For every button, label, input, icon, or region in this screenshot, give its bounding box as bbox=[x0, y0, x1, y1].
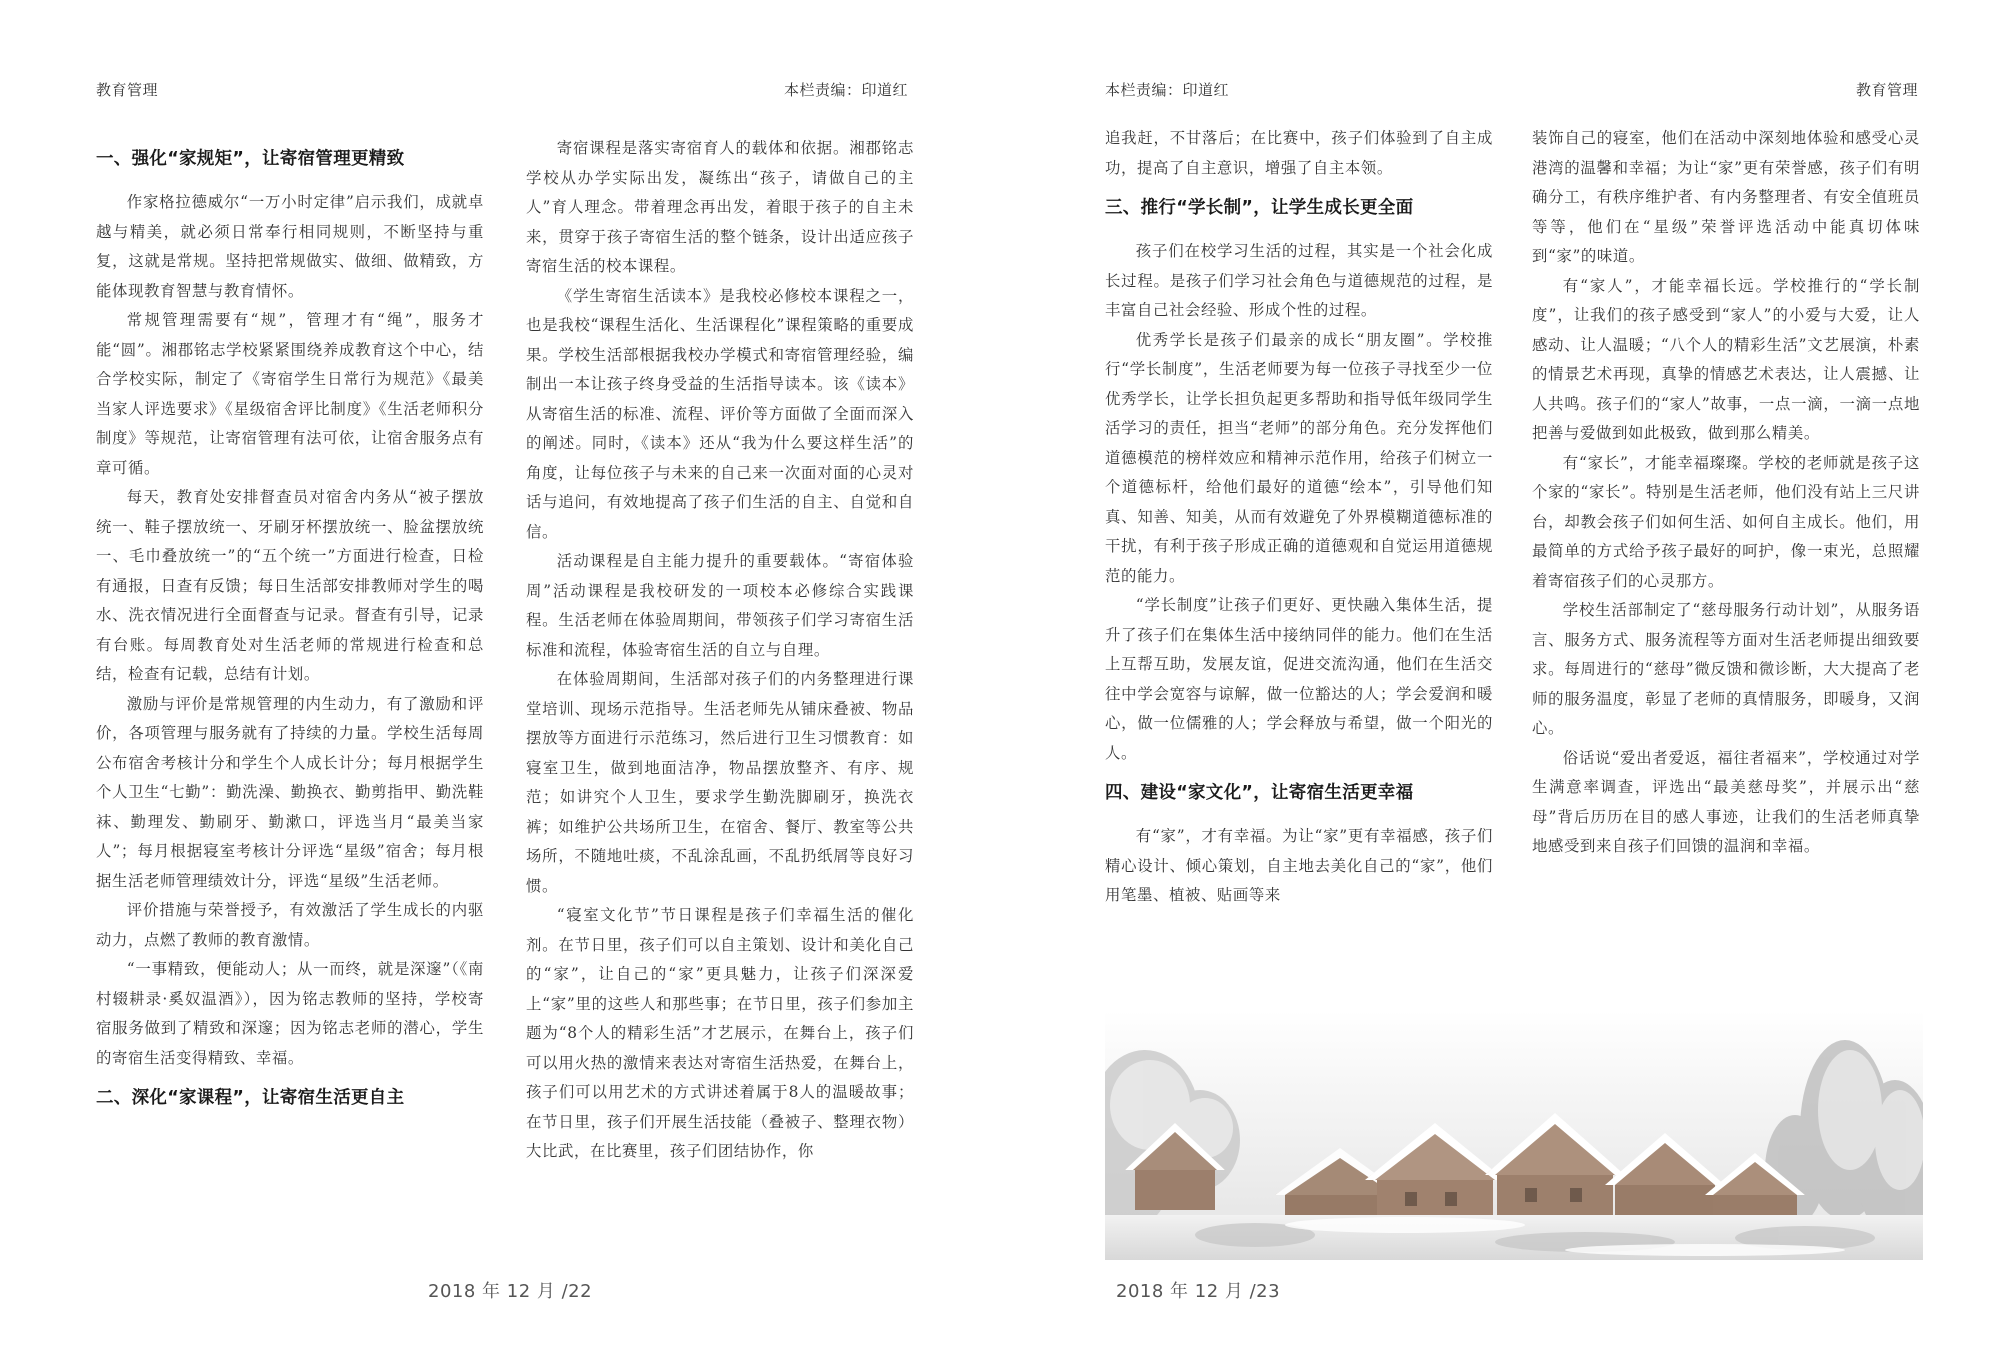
section-heading-3: 三、推行“学长制”，让学生成长更全面 bbox=[1105, 198, 1414, 218]
column-4 bbox=[1532, 124, 1920, 974]
snow-houses-photo bbox=[1105, 1010, 1923, 1260]
paragraph-continued: 装饰自己的寝室，他们在活动中深刻地体验和感受心灵港湾的温馨和幸福；为让“家”更有荣誉感，孩子们有明确分工，有秩序维护者、有内务整理者、有安全值班员等等，他们在“星级”荣誉评选活动中能真切体味到“家”的味道。 bbox=[1532, 129, 1920, 265]
paragraph: 每天，教育处安排督查员对宿舍内务从“被子摆放统一、鞋子摆放统一、牙刷牙杯摆放统一、脸盆摆放统一、毛巾叠放统一”的“五个统一”方面进行检查，日检有通报，日查有反馈；每日生活部安排教师对学生的喝水、洗衣情况进行全面督查与记录。督查有引导，记录有台账。每周教育处对生活老师的常规进行检查和总结，检查有记载，总结有计划。 bbox=[96, 488, 484, 683]
paragraph: 寄宿课程是落实寄宿育人的载体和依据。湘郡铭志学校从办学实际出发，凝练出“孩子，请做自己的主人”育人理念。带着理念再出发，着眼于孩子的自主未来，贯穿于孩子寄宿生活的整个链条，设计出适应孩子寄宿生活的校本课程。 bbox=[526, 139, 914, 275]
paragraph: 孩子们在校学习生活的过程，其实是一个社会化成长过程。是孩子们学习社会角色与道德规范的过程，是丰富自己社会经验、形成个性的过程。 bbox=[1105, 242, 1493, 319]
header-section: 教育管理 bbox=[1856, 81, 1919, 99]
paragraph: 评价措施与荣誉授予，有效激活了学生成长的内驱动力，点燃了教师的教育激情。 bbox=[96, 901, 484, 949]
column-1 bbox=[96, 134, 484, 1264]
paragraph: “学长制度”让孩子们更好、更快融入集体生活，提升了孩子们在集体生活中接纳同伴的能力。他们在生活上互帮互助，发展友谊，促进交流沟通，他们在生活交往中学会宽容与谅解，做一位豁达的人；学会爱润和暖心，做一位儒雅的人；学会释放与希望，做一个阳光的人。 bbox=[1105, 596, 1493, 762]
page-footer-left: 2018 年 12 月 /22 bbox=[428, 1281, 593, 1302]
section-heading-1: 一、强化“家规矩”，让寄宿管理更精致 bbox=[96, 149, 405, 169]
header-editor: 本栏责编：印道红 bbox=[784, 81, 909, 99]
paragraph: “一事精致，便能动人；从一而终，就是深邃”（《南村辍耕录·奚奴温酒》），因为铭志教师的坚持，学校寄宿服务做到了精致和深邃；因为铭志老师的潜心，学生的寄宿生活变得精致、幸福。 bbox=[96, 960, 484, 1067]
paragraph: 俗话说“爱出者爱返，福往者福来”，学校通过对学生满意率调查，评选出“最美慈母奖”，并展示出“慈母”背后历历在目的感人事迹，让我们的生活老师真挚地感受到来自孩子们回馈的温润和幸福。 bbox=[1532, 748, 1920, 855]
paragraph: 《学生寄宿生活读本》是我校必修校本课程之一，也是我校“课程生活化、生活课程化”课程策略的重要成果。学校生活部根据我校办学模式和寄宿管理经验，编制出一本让孩子终身受益的生活指导读本。该《读本》从寄宿生活的标准、流程、评价等方面做了全面而深入的阐述。同时，《读本》还从“我为什么要这样生活”的角度，让每位孩子与未来的自己来一次面对面的心灵对话与追问，有效地提高了孩子们生活的自主、自觉和自信。 bbox=[526, 286, 914, 541]
paragraph-continued: 追我赶，不甘落后；在比赛中，孩子们体验到了自主成功，提高了自主意识，增强了自主本领。 bbox=[1105, 129, 1493, 177]
paragraph: 在体验周期间，生活部对孩子们的内务整理进行课堂培训、现场示范指导。生活老师先从铺床叠被、物品摆放等方面进行示范练习，然后进行卫生习惯教育：如寝室卫生，做到地面洁净，物品摆放整齐、有序、规范；如讲究个人卫生，要求学生勤洗脚刷牙，换洗衣裤；如维护公共场所卫生，在宿舍、餐厅、教室等公共场所，不随地吐痰，不乱涂乱画，不乱扔纸屑等良好习惯。 bbox=[526, 670, 914, 895]
paragraph: 常规管理需要有“规”，管理才有“绳”，服务才能“圆”。湘郡铭志学校紧紧围绕养成教育这个中心，结合学校实际，制定了《寄宿学生日常行为规范》《最美当家人评选要求》《星级宿舍评比制度》《生活老师积分制度》等规范，让寄宿管理有法可依，让宿舍服务点有章可循。 bbox=[96, 311, 484, 477]
paragraph: 活动课程是自主能力提升的重要载体。“寄宿体验周”活动课程是我校研发的一项校本必修综合实践课程。生活老师在体验周期间，带领孩子们学习寄宿生活标准和流程，体验寄宿生活的自立与自理。 bbox=[526, 552, 914, 659]
header-section: 教育管理 bbox=[96, 81, 159, 99]
paragraph: 有“家长”，才能幸福璨璨。学校的老师就是孩子这个家的“家长”。特别是生活老师，他们没有站上三尺讲台，却教会孩子们如何生活、如何自主成长。他们，用最简单的方式给予孩子最好的呵护，像一束光，总照耀着寄宿孩子们的心灵那方。 bbox=[1532, 453, 1920, 590]
paragraph: “寝室文化节”节日课程是孩子们幸福生活的催化剂。在节日里，孩子们可以自主策划、设计和美化自己的“家”，让自己的“家”更具魅力，让孩子们深深爱上“家”里的这些人和那些事；在节日里，孩子们参加主题为“8个人的精彩生活”才艺展示，在舞台上，孩子们可以用火热的激情来表达对寄宿生活热爱，在舞台上，孩子们可以用艺术的方式讲述着属于8人的温暖故事；在节日里，孩子们开展生活技能（叠被子、整理衣物）大比武，在比赛里，孩子们团结协作，你 bbox=[526, 906, 914, 1160]
header-editor: 本栏责编：印道红 bbox=[1105, 81, 1230, 99]
paragraph: 学校生活部制定了“慈母服务行动计划”，从服务语言、服务方式、服务流程等方面对生活老师提出细致要求。每周进行的“慈母”微反馈和微诊断，大大提高了老师的服务温度，彰显了老师的真情服务，即暖身，又润心。 bbox=[1532, 601, 1920, 737]
right-page bbox=[1000, 0, 2000, 1358]
paragraph: 有“家”，才有幸福。为让“家”更有幸福感，孩子们精心设计、倾心策划，自主地去美化自己的“家”，他们用笔墨、植被、贴画等来 bbox=[1105, 827, 1493, 904]
column-2 bbox=[526, 134, 914, 1264]
section-heading-2: 二、深化“家课程”，让寄宿生活更自主 bbox=[96, 1088, 405, 1108]
paragraph: 激励与评价是常规管理的内生动力，有了激励和评价，各项管理与服务就有了持续的力量。学校生活每周公布宿舍考核计分和学生个人成长计分；每月根据学生个人卫生“七勤”：勤洗澡、勤换衣、勤剪指甲、勤洗鞋袜、勤理发、勤刷牙、勤漱口，评选当月“最美当家人”；每月根据寝室考核计分评选“星级”宿舍；每月根据生活老师管理绩效计分，评选“星级”生活老师。 bbox=[96, 694, 484, 890]
section-heading-4: 四、建设“家文化”，让寄宿生活更幸福 bbox=[1105, 783, 1414, 803]
page-footer-right: 2018 年 12 月 /23 bbox=[1116, 1281, 1281, 1302]
paragraph: 优秀学长是孩子们最亲的成长“朋友圈”。学校推行“学长制度”，生活老师要为每一位孩子寻找至少一位优秀学长，让学长担负起更多帮助和指导低年级同学生活学习的责任，担当“老师”的部分角色。充分发挥他们道德模范的榜样效应和精神示范作用，给孩子们树立一个道德标杆，给他们最好的道德“绘本”，引导他们知真、知善、知美，从而有效避免了外界模糊道德标准的干扰，有利于孩子形成正确的道德观和自觉运用道德规范的能力。 bbox=[1105, 330, 1493, 585]
paragraph: 作家格拉德威尔“一万小时定律”启示我们，成就卓越与精美，就必须日常奉行相同规则，不断坚持与重复，这就是常规。坚持把常规做实、做细、做精致，方能体现教育智慧与教育情怀。 bbox=[96, 193, 484, 300]
paragraph: 有“家人”，才能幸福长远。学校推行的“学长制度”，让我们的孩子感受到“家人”的小爱与大爱，让人感动、让人温暖；“八个人的精彩生活”文艺展演，朴素的情景艺术再现，真挚的情感艺术表达，让人震撼、让人共鸣。孩子们的“家人”故事，一点一滴，一滴一点地把善与爱做到如此极致，做到那么精美。 bbox=[1532, 276, 1920, 442]
